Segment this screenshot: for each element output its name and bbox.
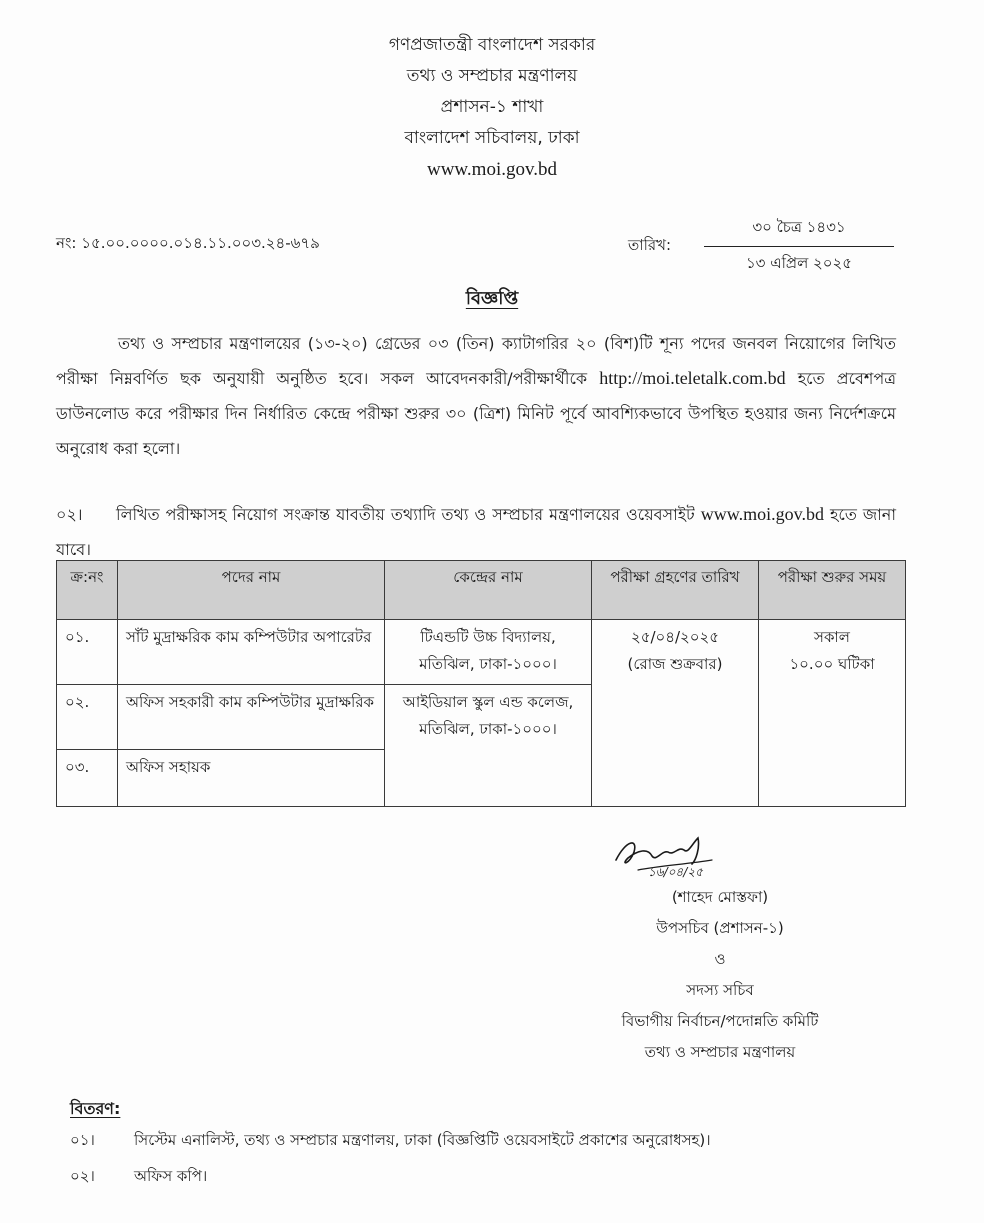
date-bangla: ৩০ চৈত্র ১৪৩১ (704, 216, 894, 247)
post-cell: অফিস সহায়ক (118, 750, 385, 807)
start-time-cell (759, 620, 906, 807)
distribution-text: অফিস কপি। (134, 1167, 208, 1185)
paragraph-1-text: তথ্য ও সম্প্রচার মন্ত্রণালয়ের (১৩-২০) গ্রেডের ০৩ (তিন) ক্যাটাগরির ২০ (বিশ)টি শূন্য পদের জনবল নিয়োগের লিখিত পরীক্ষা নিম্নবর্ণিত ছক অনুযায়ী অনুষ্ঠিত হবে। সকল আবেদনকারী/পরীক্ষার্থীকে (56, 334, 896, 388)
serial-cell: ০২. (57, 685, 118, 750)
paragraph-2-text: লিখিত পরীক্ষাসহ নিয়োগ সংক্রান্ত যাবতীয় তথ্যাদি তথ্য ও সম্প্রচার মন্ত্রণালয়ের ওয়েবসাইট (116, 505, 695, 524)
notice-title-wrap (0, 284, 984, 315)
header-serial: ক্র:নং (57, 561, 118, 620)
serial-cell: ০১. (57, 620, 118, 685)
list-item (70, 1122, 711, 1158)
start-time-period: সকাল (814, 628, 850, 646)
date-label: তারিখ: (628, 236, 672, 254)
serial-cell: ০৩. (57, 750, 118, 807)
distribution-title: বিতরণ: (70, 1099, 121, 1118)
signatory-designation: উপসচিব (প্রশাসন-১) (656, 919, 784, 937)
notice-title: বিজ্ঞপ্তি (465, 288, 519, 309)
moi-website-link[interactable]: www.moi.gov.bd (700, 504, 824, 524)
header-exam-date: পরীক্ষা গ্রহণের তারিখ (592, 561, 759, 620)
paragraph-2-text-cont: হতে জানা যাবে। (56, 505, 896, 559)
paragraph-2-number: ০২। (56, 505, 83, 524)
letterhead (0, 30, 984, 185)
ministry-name: তথ্য ও সম্প্রচার মন্ত্রণালয় (406, 66, 578, 86)
table-header-row (57, 561, 906, 620)
govt-name: গণপ্রজাতন্ত্রী বাংলাদেশ সরকার (388, 35, 596, 55)
list-item (70, 1158, 711, 1194)
signatory-and: ও (714, 950, 726, 968)
distribution-number: ০১। (70, 1131, 95, 1149)
exam-date-cell (592, 620, 759, 807)
header-center-name: কেন্দ্রের নাম (385, 561, 592, 620)
date-gregorian: ১৩ এপ্রিল ২০২৫ (745, 254, 853, 272)
svg-text:১৬/০৪/২৫: ১৬/০৪/২৫ (648, 865, 703, 879)
signatory-ministry: তথ্য ও সম্প্রচার মন্ত্রণালয় (644, 1043, 796, 1061)
signatory-block (580, 882, 860, 1068)
distribution-text: সিস্টেম এনালিস্ট, তথ্য ও সম্প্রচার মন্ত্রণালয়, ঢাকা (বিজ্ঞপ্তিটি ওয়েবসাইটে প্রকাশের অনুরোধসহ)। (134, 1131, 711, 1149)
teletalk-link[interactable]: http://moi.teletalk.com.bd (599, 368, 786, 388)
post-cell: সাঁট মুদ্রাক্ষরিক কাম কম্পিউটার অপারেটর (118, 620, 385, 685)
date-stack (704, 216, 894, 277)
header-start-time: পরীক্ষা শুরুর সময় (759, 561, 906, 620)
office-address: বাংলাদেশ সচিবালয়, ঢাকা (404, 128, 580, 148)
signatory-role: সদস্য সচিব (686, 981, 754, 999)
header-post-name: পদের নাম (118, 561, 385, 620)
paragraph-1 (56, 326, 896, 466)
center-cell: টিএন্ডটি উচ্চ বিদ্যালয়, মতিঝিল, ঢাকা-১০০০। (385, 620, 592, 685)
distribution-list (70, 1122, 711, 1194)
distribution-number: ০২। (70, 1167, 95, 1185)
exam-date: ২৫/০৪/২০২৫ (630, 628, 720, 646)
signatory-name: (শাহেদ মোস্তফা) (671, 888, 769, 906)
post-cell: অফিস সহকারী কাম কম্পিউটার মুদ্রাক্ষরিক (118, 685, 385, 750)
signatory-committee: বিভাগীয় নির্বাচন/পদোন্নতি কমিটি (621, 1012, 819, 1030)
handwritten-signature (608, 830, 718, 880)
exam-schedule-table (56, 560, 906, 807)
ministry-website: www.moi.gov.bd (426, 159, 557, 180)
paragraph-1-text-cont: হতে প্রবেশপত্র ডাউনলোড করে পরীক্ষার দিন নির্ধারিত কেন্দ্রে পরীক্ষা শুরুর ৩০ (ত্রিশ) মিনিট পূর্বে আবশ্যিকভাবে উপস্থিত হওয়ার জন্য নির্দেশক্রমে অনুরোধ করা হলো। (56, 369, 896, 458)
center-cell: আইডিয়াল স্কুল এন্ড কলেজ, মতিঝিল, ঢাকা-১০০০। (385, 685, 592, 807)
memo-number: নং: ১৫.০০.০০০০.০১৪.১১.০০৩.২৪-৬৭৯ (56, 234, 320, 252)
table-row (57, 620, 906, 685)
exam-day: (রোজ শুক্রবার) (627, 655, 723, 673)
start-time-value: ১০.০০ ঘটিকা (789, 655, 875, 673)
section-name: প্রশাসন-১ শাখা (440, 97, 544, 117)
paragraph-2 (56, 497, 896, 567)
